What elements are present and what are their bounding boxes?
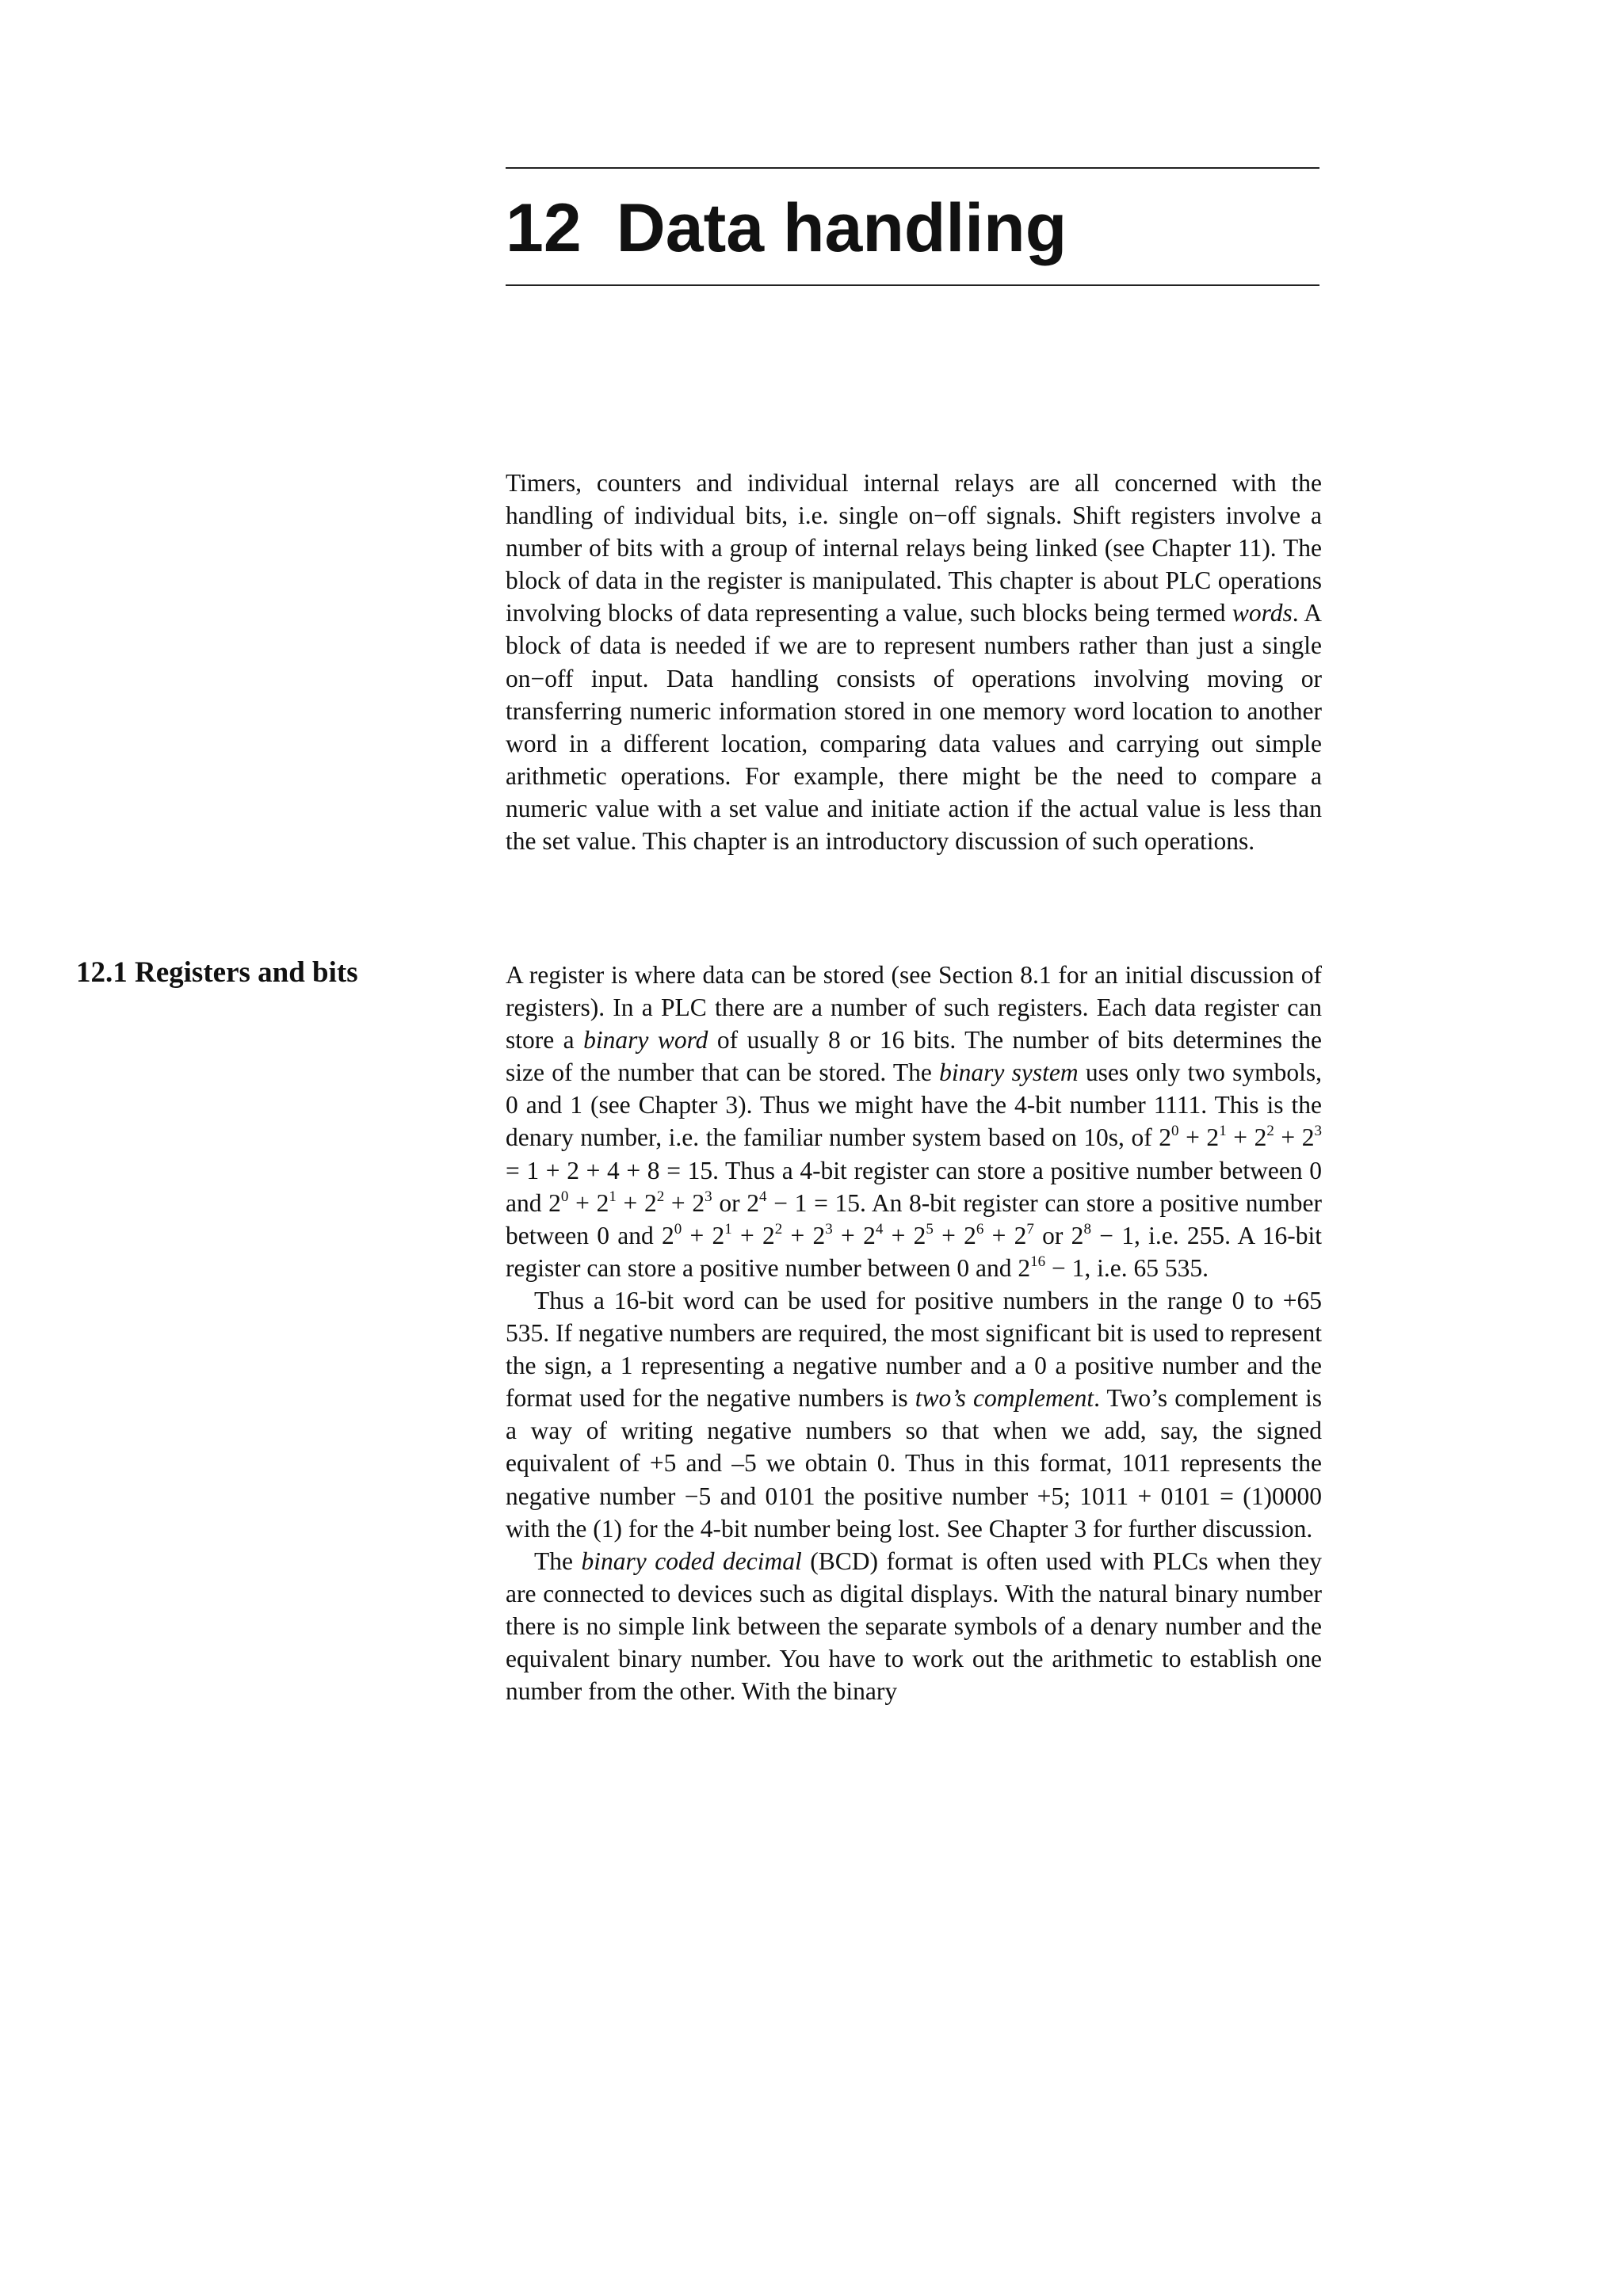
section-heading-12-1: 12.1 Registers and bits bbox=[76, 956, 358, 989]
section-12-1-body bbox=[506, 959, 1322, 1707]
chapter-title-text: Data handling bbox=[616, 190, 1067, 266]
term-twos-complement: two’s complement bbox=[915, 1384, 1094, 1413]
paragraph-bcd: The binary coded decimal (BCD) format is often used with PLCs when they are connected to devices such as digital displays. With the natural binary number there is no simple link between the separate symbols of a denary number and the equivalent binary number. You have to work out the arithmetic to establish one number from the other. With the binary bbox=[506, 1547, 1322, 1706]
chapter-number: 12 bbox=[506, 190, 582, 266]
title-rule-bottom bbox=[506, 284, 1319, 286]
term-binary-coded-decimal: binary coded decimal bbox=[581, 1547, 802, 1575]
title-rule-top bbox=[506, 167, 1319, 169]
term-words: words bbox=[1232, 599, 1293, 627]
intro-paragraph: Timers, counters and individual internal relays are all concerned with the handling of individual bits, i.e. single on−off signals. Shift registers involve a number of bits with a group of internal relays being linked (see Chapter 11). The block of data in the register is manipulated. This chapter is about PLC operations involving blocks of data representing a value, such blocks being termed words. A block of data is needed if we are to represent numbers rather than just a single on−off input. Data handling consists of operations involving moving or transferring numeric information stored in one memory word location to another word in a different location, comparing data values and carrying out simple arithmetic operations. For example, there might be the need to compare a numeric value with a set value and initiate action if the actual value is less than the set value. This chapter is an introductory discussion of such operations. bbox=[506, 469, 1322, 856]
chapter-title bbox=[506, 187, 1319, 269]
term-binary-word: binary word bbox=[583, 1026, 708, 1055]
term-binary-system: binary system bbox=[939, 1058, 1079, 1087]
paragraph-twos-complement: Thus a 16-bit word can be used for positive numbers in the range 0 to +65 535. If negative numbers are required, the most significant bit is used to represent the sign, a 1 representing a negative number and a 0 a positive number and the format used for the negative numbers is two’s complement. Two’s complement is a way of writing negative numbers so that when we add, say, the signed equivalent of +5 and –5 we obtain 0. Thus in this format, 1011 represents the negative number −5 and 0101 the positive number +5; 1011 + 0101 = (1)0000 with the (1) for the 4-bit number being lost. See Chapter 3 for further discussion. bbox=[506, 1286, 1322, 1543]
paragraph-registers: A register is where data can be stored (see Section 8.1 for an initial discussion of registers). In a PLC there are a number of such registers. Each data register can store a binary word of usually 8 or 16 bits. The number of bits determines the size of the number that can be stored. The binary system uses only two symbols, 0 and 1 (see Chapter 3). Thus we might have the 4-bit number 1111. This is the denary number, i.e. the familiar number system based on 10s, of $2^0 + 2^1 + 2^2 + 2^3 = 1 + 2 + 4 + 8 = 15$. Thus a 4-bit register can store a positive number between 0 and $2^0 + 2^1 + 2^2 + 2^3$ or $2^4 - 1 = 15$. An 8-bit register can store a positive number between 0 and $2^0 + 2^1 + 2^2 + 2^3 + 2^4 + 2^5 + 2^6 + 2^7$ or $2^8 - 1$, i.e. 255. A 16-bit register can store a positive number between 0 and $2^{16} - 1$, i.e. 65 535. bbox=[506, 961, 1323, 1282]
